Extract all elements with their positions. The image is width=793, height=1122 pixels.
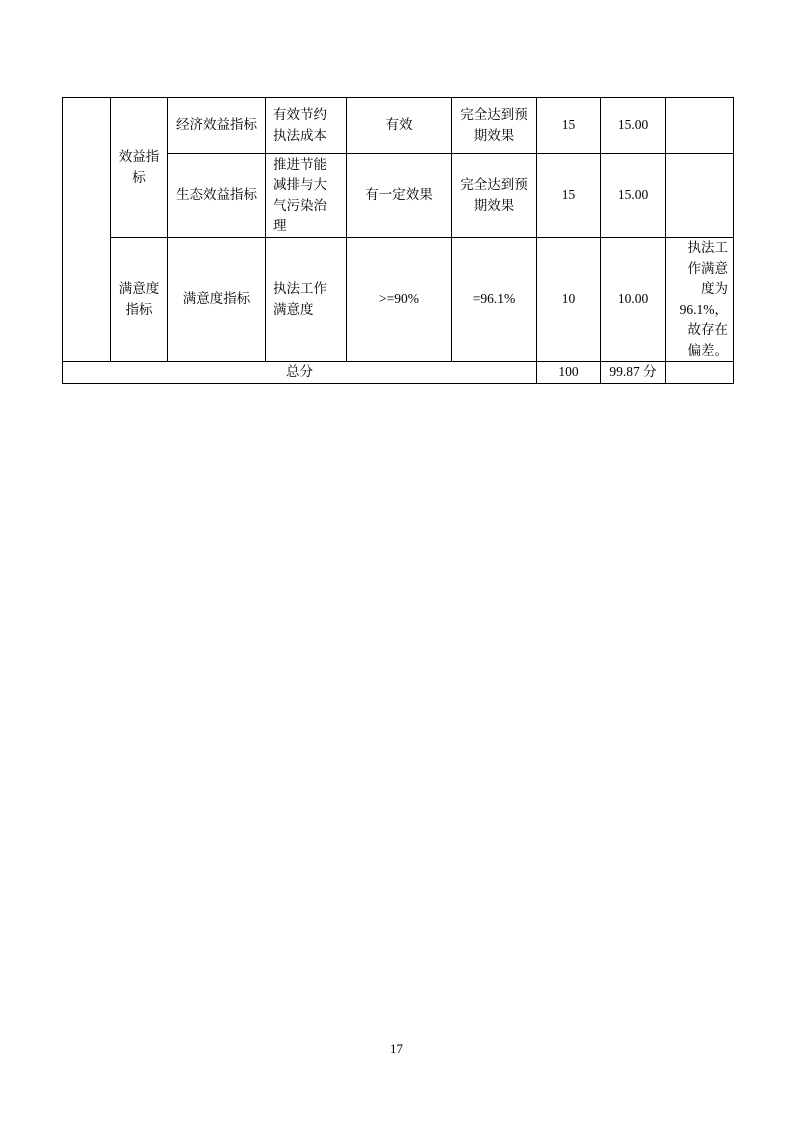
deviation-note-cell: [666, 98, 734, 154]
total-note-cell: [666, 362, 734, 384]
deviation-note-cell: 执法工 作满意 度为 96.1%， 故存在 偏差。: [666, 238, 734, 362]
total-label-cell: 总分: [63, 362, 537, 384]
total-score-cell: 99.87 分: [601, 362, 666, 384]
target-value-cell: >=90%: [347, 238, 452, 362]
indicator-name-cell: 执法工作 满意度: [266, 238, 347, 362]
actual-value-cell: 完全达到预 期效果: [452, 154, 537, 238]
actual-value-cell: 完全达到预 期效果: [452, 98, 537, 154]
secondary-indicator-cell: 效益指 标: [111, 98, 168, 238]
tertiary-indicator-cell: 生态效益指标: [168, 154, 266, 238]
score-cell: 15.00: [601, 98, 666, 154]
secondary-indicator-cell: 满意度 指标: [111, 238, 168, 362]
performance-evaluation-table: [62, 97, 734, 384]
tertiary-indicator-cell: 经济效益指标: [168, 98, 266, 154]
indicator-name-cell: 有效节约 执法成本: [266, 98, 347, 154]
score-cell: 15.00: [601, 154, 666, 238]
target-value-cell: 有效: [347, 98, 452, 154]
weight-cell: 15: [537, 98, 601, 154]
tertiary-indicator-cell: 满意度指标: [168, 238, 266, 362]
target-value-cell: 有一定效果: [347, 154, 452, 238]
actual-value-cell: =96.1%: [452, 238, 537, 362]
deviation-note-cell: [666, 154, 734, 238]
primary-indicator-cell: [63, 98, 111, 362]
score-cell: 10.00: [601, 238, 666, 362]
weight-cell: 10: [537, 238, 601, 362]
indicator-name-cell: 推进节能 减排与大 气污染治 理: [266, 154, 347, 238]
table-row: [63, 238, 734, 362]
weight-cell: 15: [537, 154, 601, 238]
table-row: [63, 98, 734, 154]
page-number: 17: [390, 1041, 403, 1056]
total-row: [63, 362, 734, 384]
total-weight-cell: 100: [537, 362, 601, 384]
